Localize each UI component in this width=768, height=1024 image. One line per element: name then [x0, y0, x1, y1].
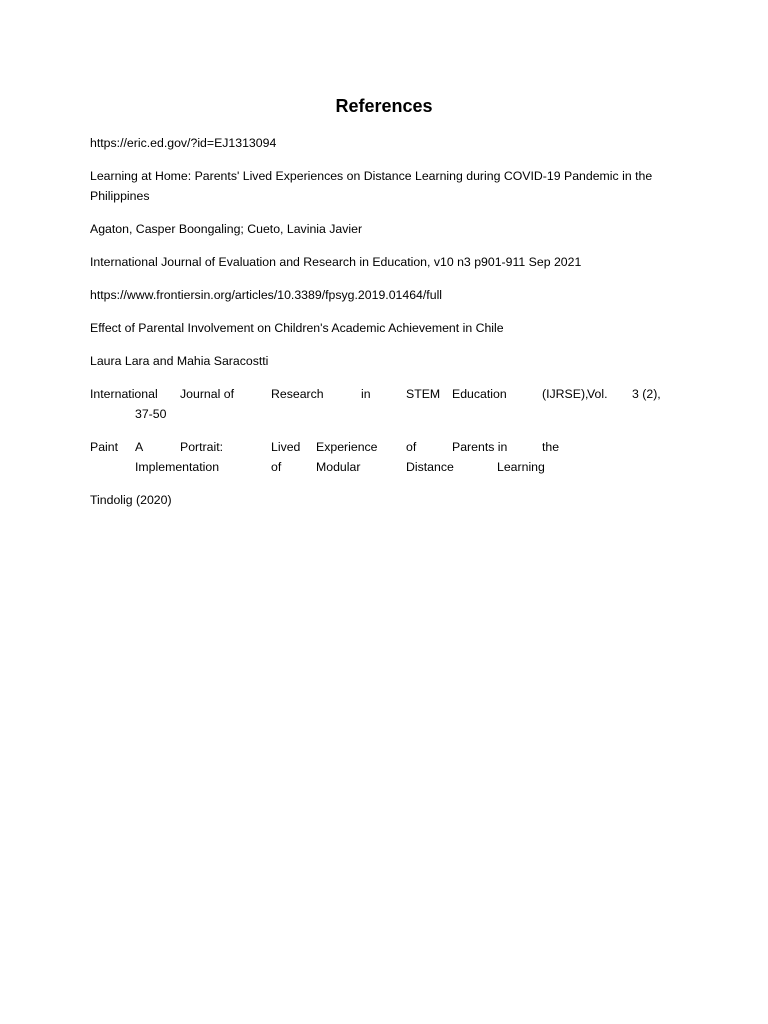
reference-word: Education	[452, 387, 507, 401]
reference-word: STEM	[406, 387, 441, 401]
reference-word: Journal of	[180, 387, 235, 401]
reference-entry: Laura Lara and Mahia Saracostti	[90, 354, 269, 368]
reference-word: Modular	[316, 460, 361, 474]
reference-entry: Agaton, Casper Boongaling; Cueto, Lavinia Javier	[90, 222, 363, 236]
reference-entry: Learning at Home: Parents' Lived Experiences on Distance Learning during COVID-19 Pandemic in the Philippines	[90, 169, 653, 203]
reference-word: Distance	[406, 460, 454, 474]
references-list	[90, 133, 662, 523]
reference-word: Paint	[90, 440, 119, 454]
justified-line	[90, 457, 662, 477]
reference-word: A	[135, 440, 144, 454]
reference-entry-paint	[90, 437, 662, 477]
reference-entry: https://eric.ed.gov/?id=EJ1313094	[90, 136, 277, 150]
reference-word: (IJRSE),	[542, 387, 589, 401]
reference-word: Learning	[497, 460, 545, 474]
reference-entry: https://www.frontiersin.org/articles/10.3389/fpsyg.2019.01464/full	[90, 288, 443, 302]
reference-word: of	[271, 460, 282, 474]
reference-word: of	[406, 440, 417, 454]
reference-continuation: 37-50	[135, 407, 167, 421]
reference-word: Implementation	[135, 460, 220, 474]
justified-line	[90, 384, 662, 404]
reference-entry: Effect of Parental Involvement on Children's Academic Achievement in Chile	[90, 321, 504, 335]
justified-line	[90, 437, 662, 457]
reference-word: Lived	[271, 440, 301, 454]
page-title: References	[335, 96, 433, 116]
reference-entry-journal	[90, 384, 662, 424]
reference-word: Portrait:	[180, 440, 224, 454]
reference-word: Experience	[316, 440, 378, 454]
reference-word: Vol.	[587, 387, 608, 401]
reference-word: the	[542, 440, 560, 454]
reference-word: in	[361, 387, 371, 401]
reference-word: Parents in	[452, 440, 508, 454]
reference-word: International	[90, 387, 158, 401]
reference-entry: Tindolig (2020)	[90, 493, 172, 507]
reference-word: Research	[271, 387, 324, 401]
reference-word: 3 (2),	[632, 387, 661, 401]
reference-entry: International Journal of Evaluation and Research in Education, v10 n3 p901-911 Sep 2021	[90, 255, 582, 269]
